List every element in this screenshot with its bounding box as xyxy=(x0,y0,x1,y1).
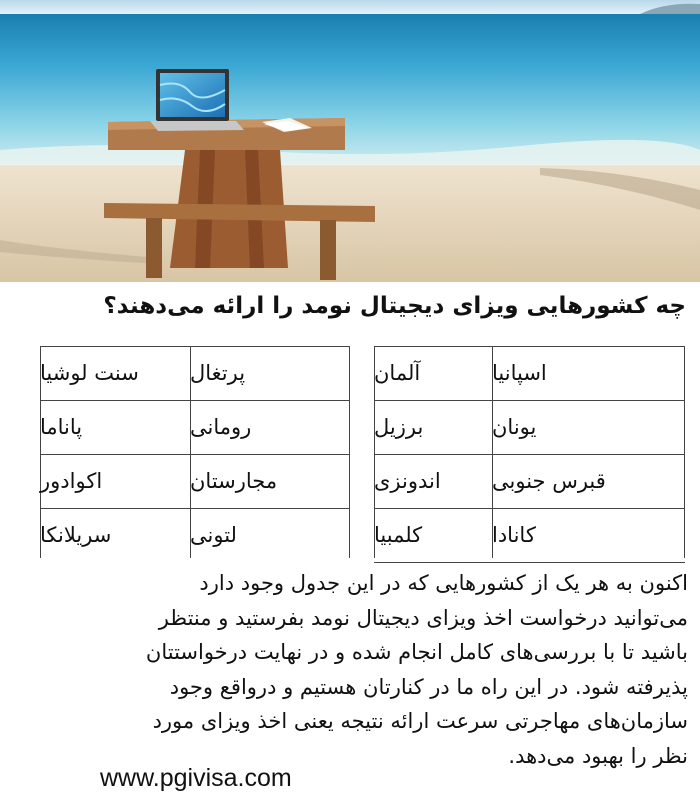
table-cell: پاناما xyxy=(40,415,83,439)
paragraph-line: پذیرفته شود. در این راه ما در کنارتان هستیم و درواقع وجود xyxy=(169,674,688,699)
table-cell: مجارستان xyxy=(190,469,278,493)
watermark-url: www.pgivisa.com xyxy=(100,764,292,792)
table-cell: اکوادور xyxy=(40,469,103,493)
table-cell: پرتغال xyxy=(190,361,246,385)
paragraph-line: می‌توانید درخواست اخذ ویزای دیجیتال نومد بفرستید و منتظر xyxy=(158,605,688,630)
paragraph-line: سازمان‌های مهاجرتی سرعت ارائه نتیجه یعنی اخذ ویزای مورد xyxy=(152,709,688,733)
hero-beach-photo xyxy=(0,0,700,282)
table-cell: اندونزی xyxy=(374,469,441,493)
paragraph-line: باشید تا با بررسی‌های کامل انجام شده و در نهایت درخواستتان xyxy=(145,640,688,664)
table-cell: سریلانکا xyxy=(40,523,112,547)
table-cell: کانادا xyxy=(492,523,536,547)
body-paragraph xyxy=(8,566,688,773)
table-cell: رومانی xyxy=(190,415,252,439)
table-cell: کلمبیا xyxy=(374,523,423,547)
sky xyxy=(0,0,700,14)
table-cell: اسپانیا xyxy=(492,361,547,385)
table-cell: لتونی xyxy=(190,523,237,547)
table-cell: یونان xyxy=(492,415,537,439)
paragraph-line: اکنون به هر یک از کشورهایی که در این جدول وجود دارد xyxy=(199,571,688,595)
table-cell: قبرس جنوبی xyxy=(492,469,606,493)
table-cell: برزیل xyxy=(374,415,424,439)
table-cell: آلمان xyxy=(374,361,421,385)
page-heading: چه کشورهایی ویزای دیجیتال نومد را ارائه می‌دهند؟ xyxy=(103,293,686,319)
table-cell: سنت لوشیا xyxy=(40,361,139,385)
paragraph-line: نظر را بهبود می‌دهد. xyxy=(508,743,688,768)
